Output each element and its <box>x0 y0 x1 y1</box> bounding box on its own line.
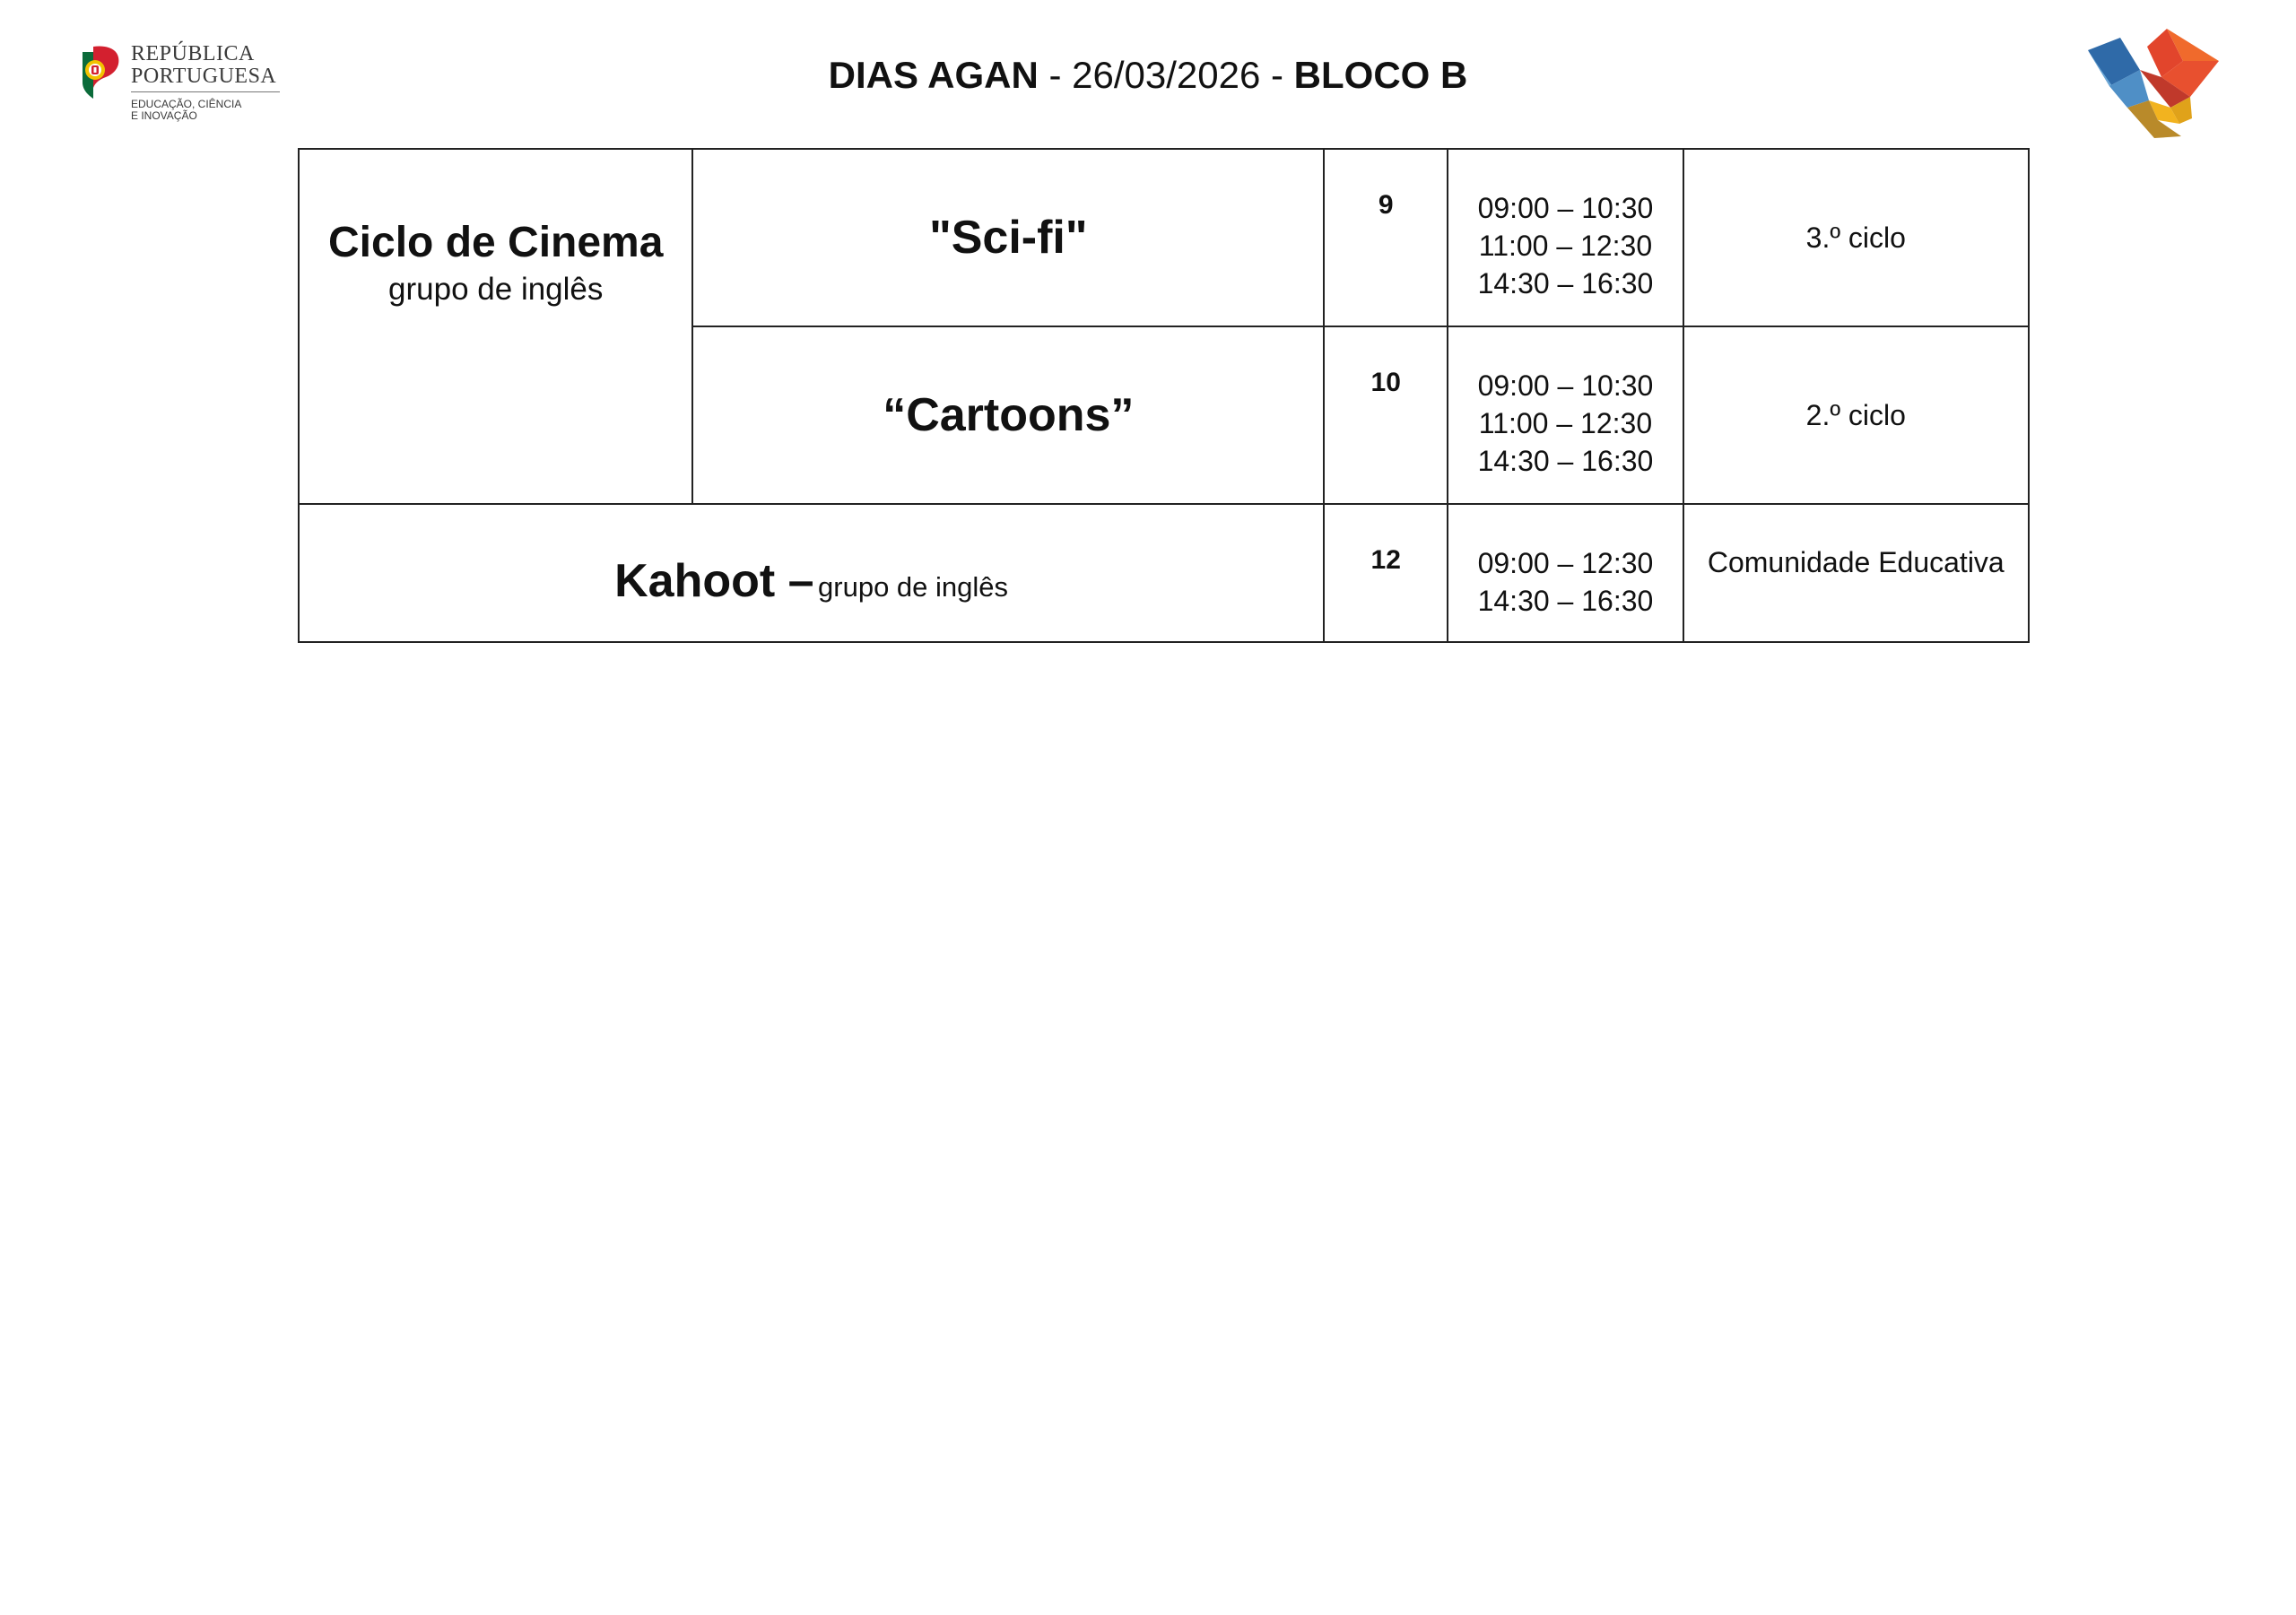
time-slot: 09:00 – 10:30 <box>1477 192 1654 224</box>
target-cell <box>1683 326 2029 504</box>
title-date: 26/03/2026 <box>1072 54 1261 96</box>
table-row <box>299 504 2029 642</box>
time-slot: 11:00 – 12:30 <box>1478 407 1653 439</box>
table-row <box>299 149 2029 326</box>
room-number: 9 <box>1378 190 1394 220</box>
title-event: DIAS AGAN <box>828 54 1039 96</box>
title-block: BLOCO B <box>1293 54 1468 96</box>
times-cell <box>1448 149 1683 326</box>
activity-name: Kahoot – <box>614 555 814 607</box>
times-cell <box>1448 504 1683 642</box>
room-number: 12 <box>1370 545 1401 575</box>
time-slot: 14:30 – 16:30 <box>1477 267 1654 300</box>
time-slot: 14:30 – 16:30 <box>1477 445 1654 477</box>
activity-group: grupo de inglês <box>818 571 1009 603</box>
room-number: 10 <box>1370 368 1401 397</box>
film-title-scifi: "Sci-fi" <box>929 212 1088 264</box>
kahoot-label <box>300 554 1323 608</box>
times-cell <box>1448 326 1683 504</box>
title-separator: - <box>1260 54 1294 96</box>
time-slots <box>1448 367 1682 480</box>
target-audience: 3.º ciclo <box>1805 221 1906 254</box>
time-slot: 09:00 – 12:30 <box>1477 547 1654 579</box>
time-slots <box>1448 544 1682 620</box>
agan-cube-logo-icon <box>2084 25 2224 142</box>
activity-cell-ciclo-cinema <box>299 149 692 504</box>
activity-cell-kahoot <box>299 504 1324 642</box>
target-audience: 2.º ciclo <box>1805 399 1906 431</box>
activity-name: Ciclo de Cinema <box>328 219 664 266</box>
room-cell <box>1324 504 1448 642</box>
gov-logo-sub2: E INOVAÇÃO <box>131 109 197 122</box>
time-slot: 09:00 – 10:30 <box>1477 369 1654 402</box>
film-title-cell <box>692 326 1324 504</box>
page-header <box>0 0 2296 148</box>
gov-logo-sub1: EDUCAÇÃO, CIÊNCIA <box>131 98 242 110</box>
room-cell <box>1324 149 1448 326</box>
time-slot: 11:00 – 12:30 <box>1478 230 1653 262</box>
activity-group: grupo de inglês <box>388 272 604 307</box>
title-separator: - <box>1038 54 1073 96</box>
time-slots <box>1448 189 1682 302</box>
gov-logo-line1: REPÚBLICA <box>131 42 255 65</box>
room-cell <box>1324 326 1448 504</box>
gov-logo-line2: PORTUGUESA <box>131 65 277 88</box>
film-title-cell <box>692 149 1324 326</box>
target-cell <box>1683 149 2029 326</box>
page-title <box>0 50 2296 100</box>
activities-table <box>298 148 2030 643</box>
target-audience: Comunidade Educativa <box>1707 546 2005 578</box>
time-slot: 14:30 – 16:30 <box>1477 585 1654 617</box>
film-title-cartoons: “Cartoons” <box>883 389 1135 441</box>
target-cell <box>1683 504 2029 642</box>
